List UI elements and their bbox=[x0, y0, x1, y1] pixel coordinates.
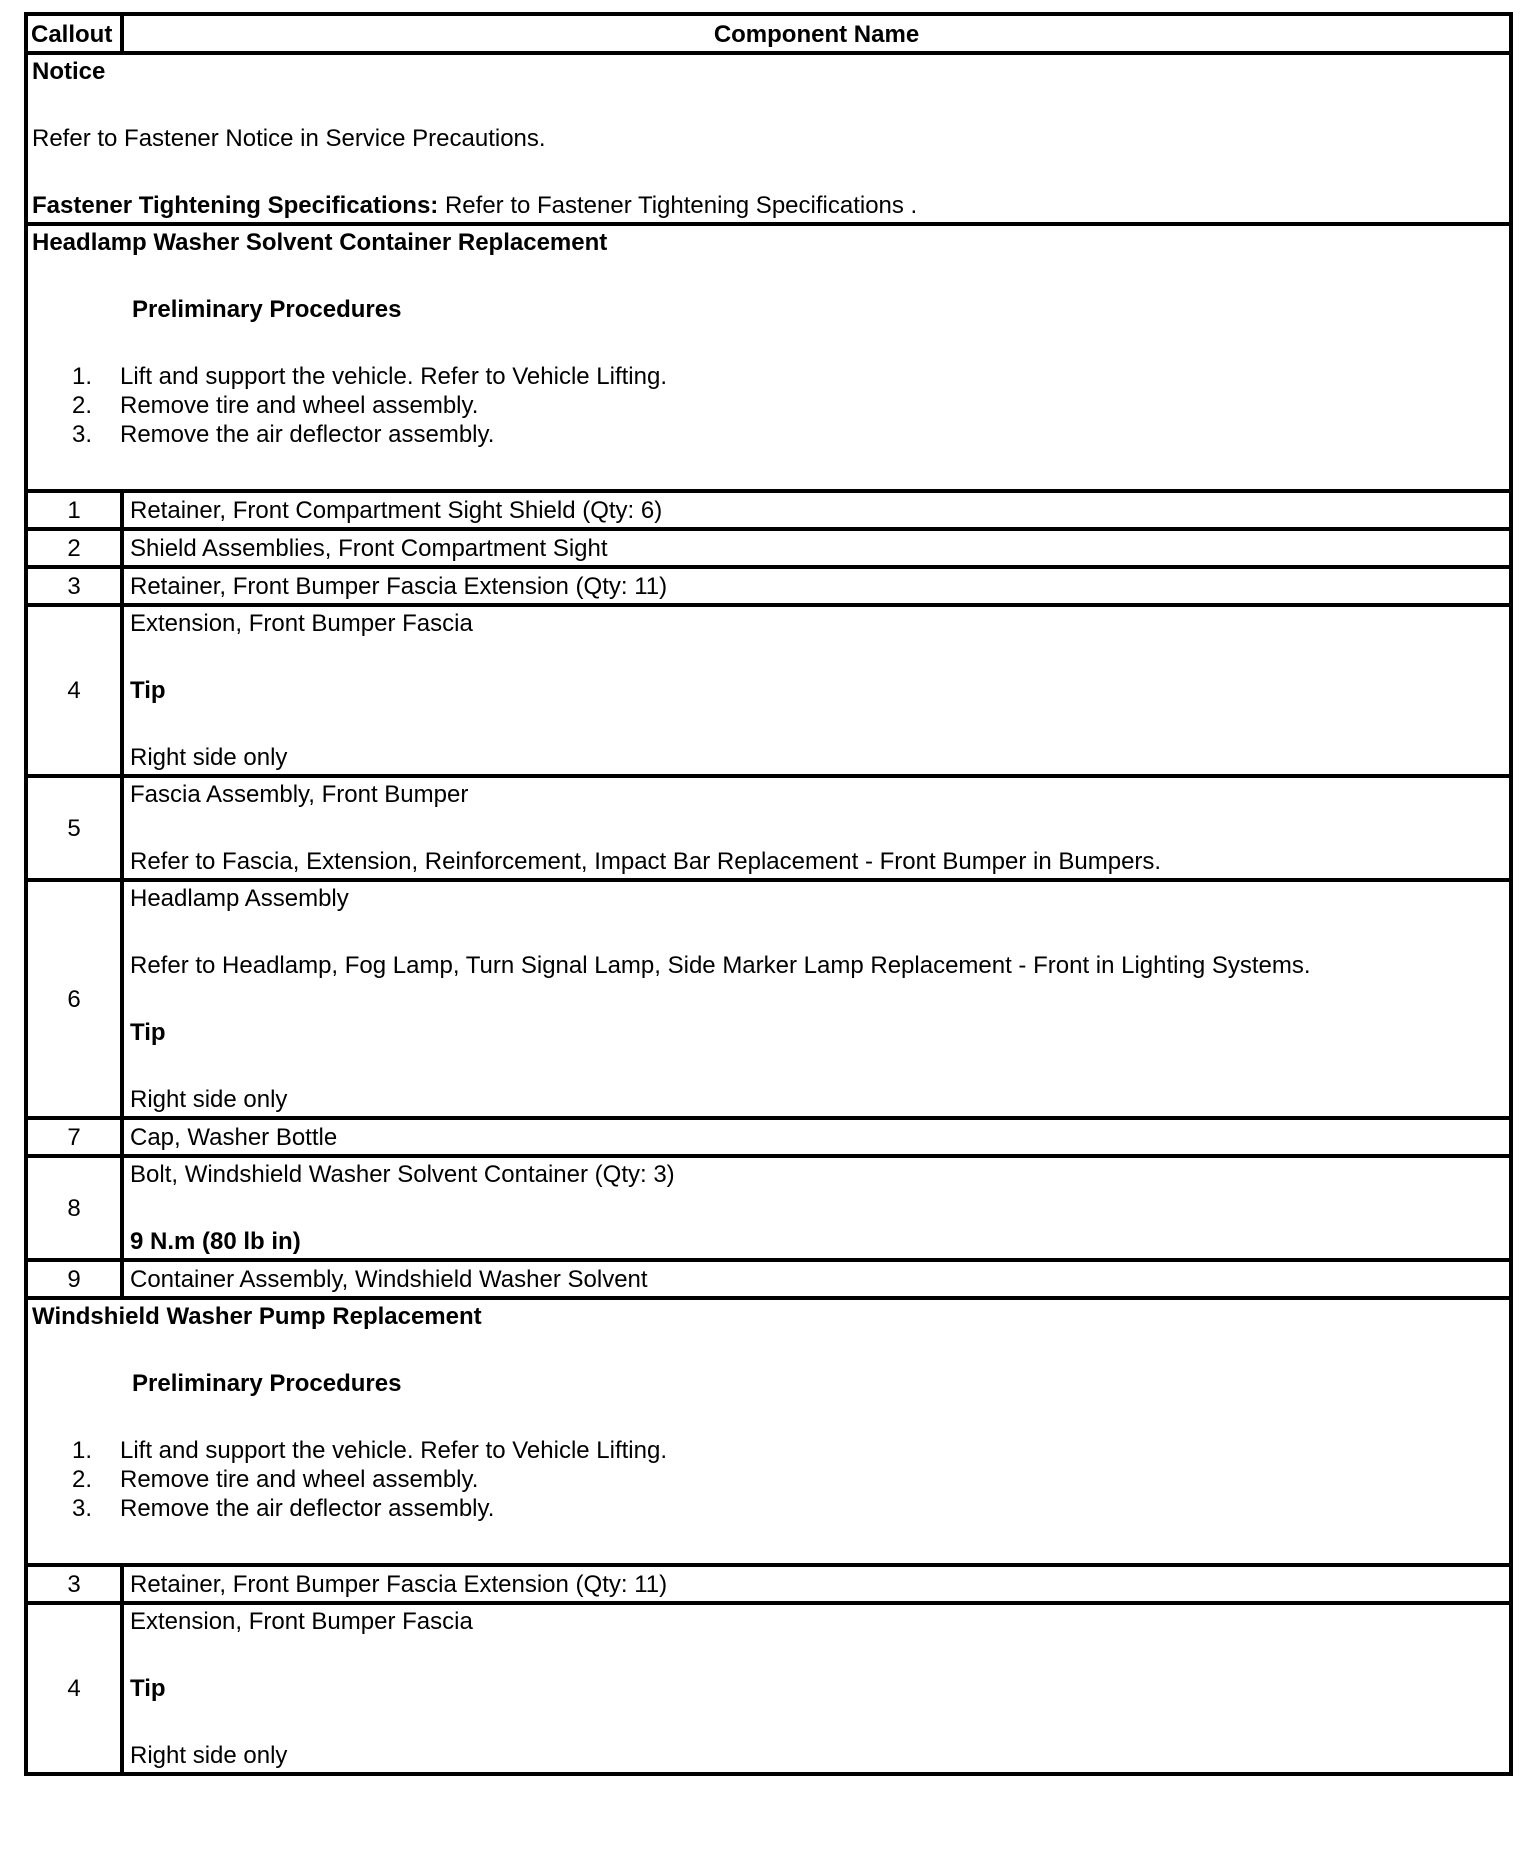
callout-number: 5 bbox=[26, 776, 122, 880]
table-row bbox=[26, 1118, 1511, 1156]
torque-spec: 9 N.m (80 lb in) bbox=[130, 1228, 301, 1255]
section-header-row bbox=[26, 224, 1511, 491]
component-name: Extension, Front Bumper Fascia bbox=[130, 610, 473, 637]
callout-column-header: Callout bbox=[26, 14, 122, 53]
callout-number: 7 bbox=[26, 1118, 122, 1156]
procedure-step: 1. Lift and support the vehicle. Refer to Vehicle Lifting. bbox=[71, 363, 667, 390]
component-name: Retainer, Front Compartment Sight Shield (Qty: 6) bbox=[122, 491, 1511, 529]
section-title: Windshield Washer Pump Replacement bbox=[32, 1303, 482, 1330]
header-row bbox=[26, 14, 1511, 53]
component-name: Extension, Front Bumper Fascia bbox=[130, 1608, 473, 1635]
callout-number: 9 bbox=[26, 1260, 122, 1298]
component-name: Retainer, Front Bumper Fascia Extension (Qty: 11) bbox=[122, 567, 1511, 605]
component-name: Retainer, Front Bumper Fascia Extension (Qty: 11) bbox=[122, 1565, 1511, 1603]
table-row bbox=[26, 1603, 1511, 1774]
tip-label: Tip bbox=[130, 1019, 166, 1046]
procedure-steps bbox=[32, 1436, 1505, 1523]
table-row bbox=[26, 491, 1511, 529]
reference-text: Refer to Headlamp, Fog Lamp, Turn Signal Lamp, Side Marker Lamp Replacement - Front in Lighting Systems. bbox=[130, 952, 1311, 979]
component-cell bbox=[122, 880, 1511, 1118]
table-row bbox=[26, 567, 1511, 605]
procedure-step: 3. Remove the air deflector assembly. bbox=[71, 421, 495, 448]
section-cell bbox=[26, 224, 1511, 491]
preliminary-procedures-title: Preliminary Procedures bbox=[132, 1370, 402, 1397]
procedure-step: 2. Remove tire and wheel assembly. bbox=[71, 1466, 479, 1493]
notice-text: Refer to Fastener Notice in Service Precautions. bbox=[32, 125, 546, 152]
preliminary-procedures-title: Preliminary Procedures bbox=[132, 296, 402, 323]
component-name: Container Assembly, Windshield Washer Solvent bbox=[122, 1260, 1511, 1298]
tip-text: Right side only bbox=[130, 1742, 288, 1769]
section-title: Headlamp Washer Solvent Container Replacement bbox=[32, 229, 608, 256]
table-row bbox=[26, 1565, 1511, 1603]
callout-number: 6 bbox=[26, 880, 122, 1118]
procedure-steps bbox=[32, 362, 1505, 449]
callout-number: 3 bbox=[26, 567, 122, 605]
notice-title: Notice bbox=[32, 58, 106, 85]
component-name: Bolt, Windshield Washer Solvent Container (Qty: 3) bbox=[130, 1161, 675, 1188]
callout-number: 4 bbox=[26, 1603, 122, 1774]
component-cell bbox=[122, 605, 1511, 776]
component-cell bbox=[122, 1156, 1511, 1260]
callout-number: 2 bbox=[26, 529, 122, 567]
tip-text: Right side only bbox=[130, 1086, 288, 1113]
component-table bbox=[24, 12, 1513, 1776]
tip-label: Tip bbox=[130, 677, 166, 704]
table-row bbox=[26, 776, 1511, 880]
fastener-spec bbox=[32, 191, 1505, 220]
procedure-step: 1. Lift and support the vehicle. Refer to Vehicle Lifting. bbox=[71, 1437, 667, 1464]
procedure-step: 2. Remove tire and wheel assembly. bbox=[71, 392, 479, 419]
callout-number: 4 bbox=[26, 605, 122, 776]
tip-label: Tip bbox=[130, 1675, 166, 1702]
table-row bbox=[26, 1156, 1511, 1260]
notice-row bbox=[26, 53, 1511, 224]
table-row bbox=[26, 529, 1511, 567]
component-name: Headlamp Assembly bbox=[130, 885, 349, 912]
section-cell bbox=[26, 1298, 1511, 1565]
callout-number: 1 bbox=[26, 491, 122, 529]
section-header-row bbox=[26, 1298, 1511, 1565]
fastener-spec-label: Fastener Tightening Specifications: bbox=[32, 192, 439, 219]
reference-text: Refer to Fascia, Extension, Reinforcement, Impact Bar Replacement - Front Bumper in Bumpers. bbox=[130, 848, 1162, 875]
procedure-step: 3. Remove the air deflector assembly. bbox=[71, 1495, 495, 1522]
component-name: Fascia Assembly, Front Bumper bbox=[130, 781, 469, 808]
table-row bbox=[26, 1260, 1511, 1298]
component-name: Shield Assemblies, Front Compartment Sight bbox=[122, 529, 1511, 567]
notice-cell bbox=[26, 53, 1511, 224]
callout-number: 3 bbox=[26, 1565, 122, 1603]
fastener-spec-text: Refer to Fastener Tightening Specifications . bbox=[438, 192, 918, 219]
component-cell bbox=[122, 776, 1511, 880]
component-column-header: Component Name bbox=[122, 14, 1511, 53]
component-cell bbox=[122, 1603, 1511, 1774]
component-name: Cap, Washer Bottle bbox=[122, 1118, 1511, 1156]
document bbox=[24, 12, 1513, 1776]
tip-text: Right side only bbox=[130, 744, 288, 771]
table-row bbox=[26, 880, 1511, 1118]
callout-number: 8 bbox=[26, 1156, 122, 1260]
table-row bbox=[26, 605, 1511, 776]
